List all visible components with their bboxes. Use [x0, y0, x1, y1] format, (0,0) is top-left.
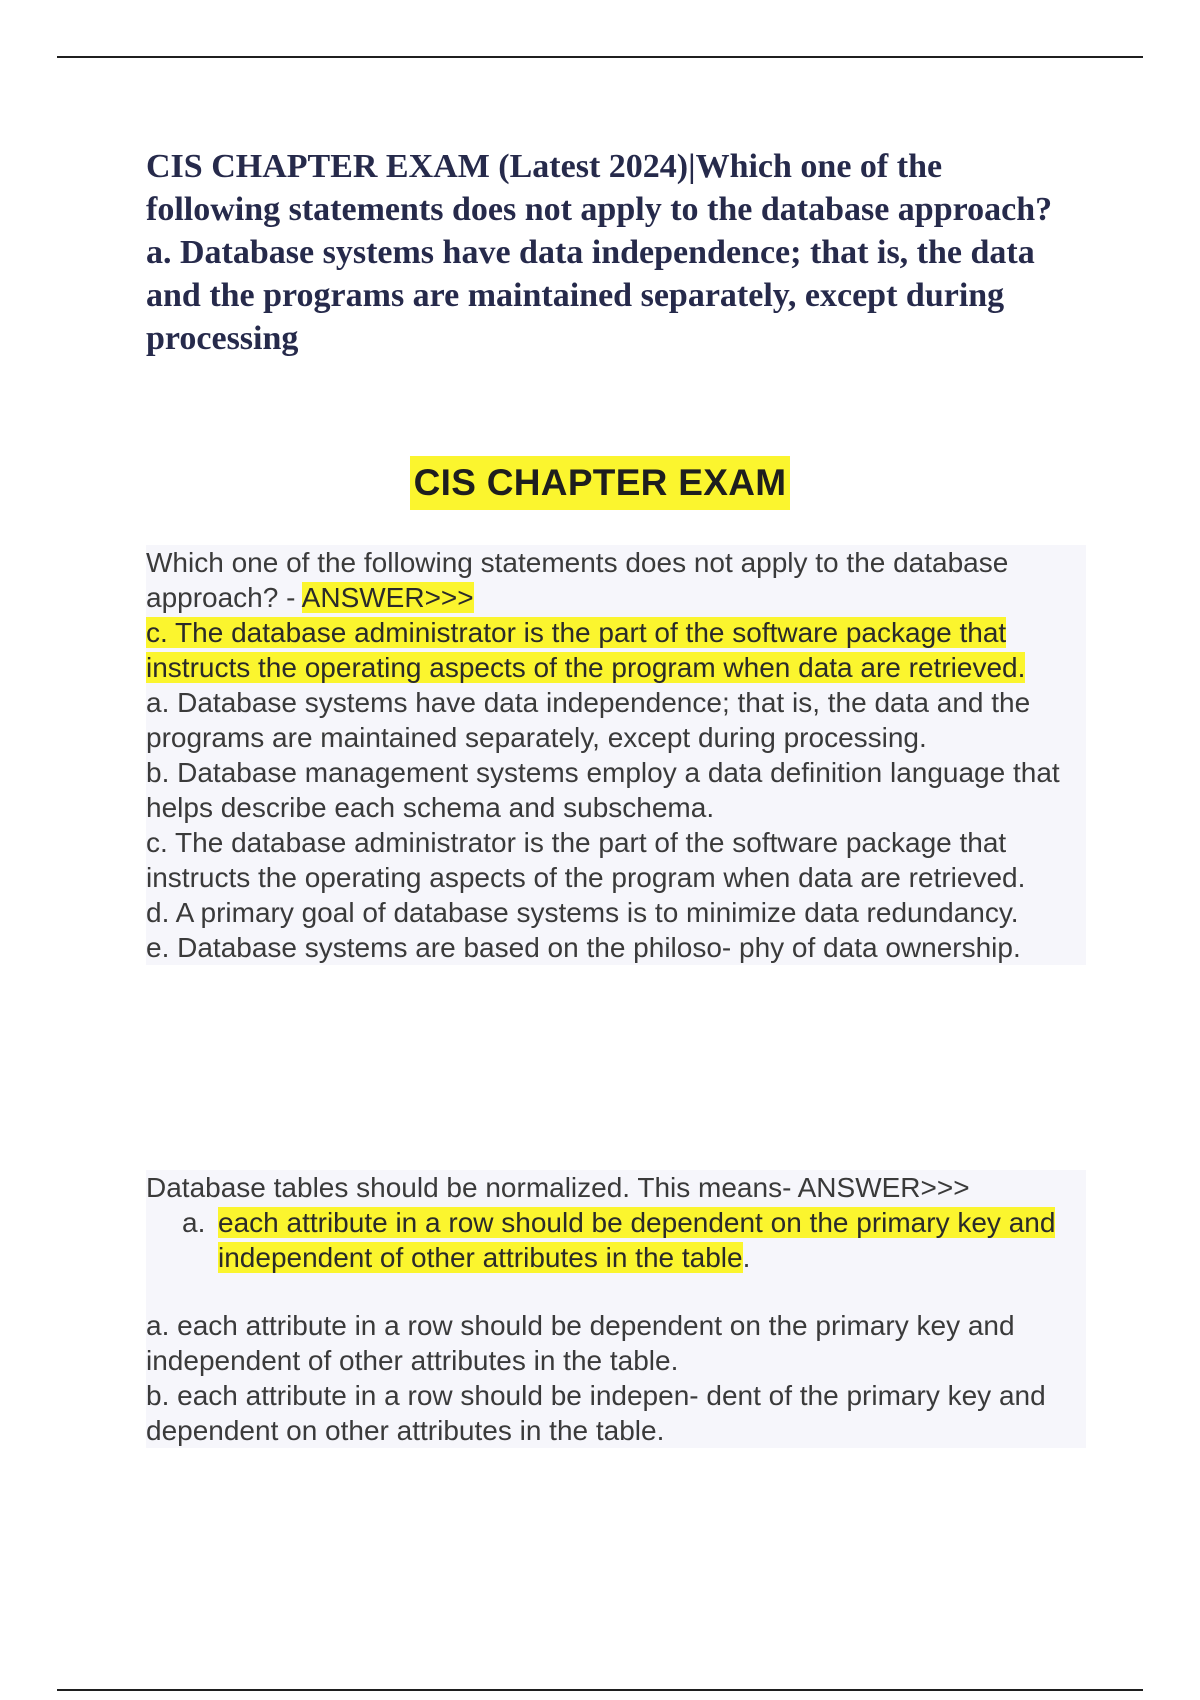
answer-line [146, 615, 1086, 685]
option-c: c. The database administrator is the part of the software package that instructs the operating aspects of the program when data are retrieved. [146, 827, 1026, 893]
answer-trailing: . [742, 1242, 751, 1273]
option-b: b. each attribute in a row should be indepen- dent of the primary key and dependent on other attributes in the table. [146, 1380, 1046, 1446]
answer-line [182, 1205, 1086, 1275]
question-block-1 [146, 545, 1086, 965]
highlighted-answer: c. The database administrator is the part of the software package that instructs the operating aspects of the program when data are retrieved. [146, 617, 1026, 683]
highlighted-answer: each attribute in a row should be dependent on the primary key and independent of other attributes in the table [218, 1207, 1056, 1273]
option-list [146, 1308, 1086, 1448]
option-d: d. A primary goal of database systems is to minimize data redundancy. [146, 897, 1019, 928]
bottom-divider [57, 1689, 1143, 1691]
answer-marker: ANSWER>>> [301, 582, 474, 613]
option-a: a. Database systems have data independence; that is, the data and the programs are maintained separately, except during processing. [146, 687, 1031, 753]
option-a: a. each attribute in a row should be dependent on the primary key and independent of other attributes in the table. [146, 1310, 1015, 1376]
top-divider [57, 56, 1143, 58]
question-text: Database tables should be normalized. This means- ANSWER>>> [146, 1172, 970, 1203]
option-e: e. Database systems are based on the philoso- phy of data ownership. [146, 932, 1021, 963]
answer-text-wrap [218, 1205, 1086, 1275]
question-block-2 [146, 1170, 1086, 1448]
question-prompt: Which one of the following statements does not apply to the database approach? - [146, 547, 1009, 613]
answer-letter: a. [182, 1207, 206, 1238]
section-heading [0, 456, 1200, 510]
section-heading-text: CIS CHAPTER EXAM [410, 456, 791, 510]
option-b: b. Database management systems employ a data definition language that helps describe each schema and subschema. [146, 757, 1060, 823]
document-title: CIS CHAPTER EXAM (Latest 2024)|Which one of the following statements does not apply to the database approach? a. Database systems have data independence; that is, the data and the programs are maintained separately, except during processing [146, 148, 1053, 357]
question-text [146, 545, 1086, 615]
